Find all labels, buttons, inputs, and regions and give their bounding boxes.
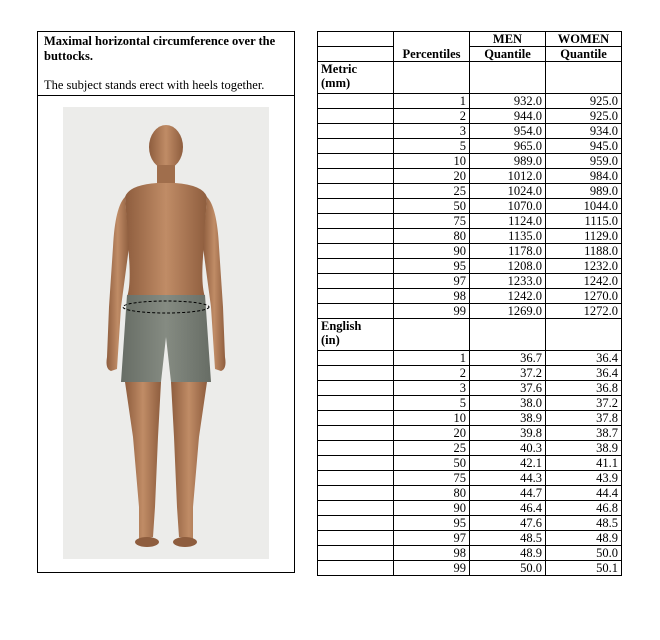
section-label	[318, 62, 394, 94]
percentile-cell: 97	[394, 274, 470, 289]
row-section-cell	[318, 396, 394, 411]
percentile-cell: 5	[394, 396, 470, 411]
table-row	[318, 139, 622, 154]
table-row	[318, 94, 622, 109]
table-row	[318, 381, 622, 396]
table-row	[318, 426, 622, 441]
women-value-cell: 925.0	[546, 94, 622, 109]
table-row	[318, 561, 622, 576]
empty-cell	[546, 319, 622, 351]
row-section-cell	[318, 366, 394, 381]
table-row	[318, 124, 622, 139]
men-value-cell: 42.1	[470, 456, 546, 471]
men-value-cell: 1135.0	[470, 229, 546, 244]
women-value-cell: 1044.0	[546, 199, 622, 214]
men-value-cell: 1242.0	[470, 289, 546, 304]
men-value-cell: 954.0	[470, 124, 546, 139]
row-section-cell	[318, 289, 394, 304]
table-row	[318, 546, 622, 561]
table-row	[318, 214, 622, 229]
men-value-cell: 932.0	[470, 94, 546, 109]
women-value-cell: 1188.0	[546, 244, 622, 259]
percentile-cell: 95	[394, 516, 470, 531]
table-row	[318, 229, 622, 244]
table-row	[318, 109, 622, 124]
table-header-row-top	[318, 32, 622, 47]
men-value-cell: 37.2	[470, 366, 546, 381]
measurement-instruction: The subject stands erect with heels together.	[44, 78, 265, 92]
percentile-cell: 90	[394, 244, 470, 259]
section-label-line1: English	[321, 319, 362, 333]
row-section-cell	[318, 381, 394, 396]
percentile-cell: 97	[394, 531, 470, 546]
women-value-cell: 1115.0	[546, 214, 622, 229]
header-empty-cell	[318, 32, 394, 47]
row-section-cell	[318, 531, 394, 546]
row-section-cell	[318, 214, 394, 229]
measurement-description-panel	[37, 31, 295, 573]
women-value-cell: 1270.0	[546, 289, 622, 304]
row-section-cell	[318, 109, 394, 124]
row-section-cell	[318, 139, 394, 154]
measurement-title: Maximal horizontal circumference over the buttocks.	[44, 34, 276, 63]
row-section-cell	[318, 471, 394, 486]
men-value-cell: 1269.0	[470, 304, 546, 319]
row-section-cell	[318, 501, 394, 516]
header-women-quantile: Quantile	[546, 47, 622, 62]
section-label-row	[318, 319, 622, 351]
women-value-cell: 37.8	[546, 411, 622, 426]
empty-cell	[546, 62, 622, 94]
row-section-cell	[318, 546, 394, 561]
women-value-cell: 36.4	[546, 366, 622, 381]
women-value-cell: 989.0	[546, 184, 622, 199]
percentile-cell: 10	[394, 411, 470, 426]
percentile-cell: 50	[394, 456, 470, 471]
empty-cell	[470, 319, 546, 351]
table-row	[318, 501, 622, 516]
header-men: MEN	[470, 32, 546, 47]
percentile-cell: 75	[394, 214, 470, 229]
table-row	[318, 169, 622, 184]
women-value-cell: 48.5	[546, 516, 622, 531]
women-value-cell: 44.4	[546, 486, 622, 501]
table-row	[318, 199, 622, 214]
men-value-cell: 40.3	[470, 441, 546, 456]
row-section-cell	[318, 561, 394, 576]
men-value-cell: 50.0	[470, 561, 546, 576]
header-empty-cell	[318, 47, 394, 62]
section-label-line2: (in)	[321, 333, 340, 347]
table-row	[318, 456, 622, 471]
percentile-cell: 2	[394, 109, 470, 124]
table-row	[318, 396, 622, 411]
percentile-cell: 25	[394, 441, 470, 456]
table-row	[318, 274, 622, 289]
men-value-cell: 44.7	[470, 486, 546, 501]
men-value-cell: 965.0	[470, 139, 546, 154]
row-section-cell	[318, 259, 394, 274]
table-header-row-bottom	[318, 47, 622, 62]
men-value-cell: 1124.0	[470, 214, 546, 229]
percentile-cell: 98	[394, 546, 470, 561]
women-value-cell: 1129.0	[546, 229, 622, 244]
table-row	[318, 516, 622, 531]
men-value-cell: 1012.0	[470, 169, 546, 184]
section-label-line2: (mm)	[321, 76, 351, 90]
women-value-cell: 50.1	[546, 561, 622, 576]
men-value-cell: 48.5	[470, 531, 546, 546]
table-row	[318, 289, 622, 304]
women-value-cell: 1242.0	[546, 274, 622, 289]
women-value-cell: 925.0	[546, 109, 622, 124]
percentile-cell: 10	[394, 154, 470, 169]
men-value-cell: 944.0	[470, 109, 546, 124]
percentile-cell: 3	[394, 124, 470, 139]
description-box	[38, 32, 294, 96]
percentile-cell: 20	[394, 169, 470, 184]
women-value-cell: 43.9	[546, 471, 622, 486]
section-label	[318, 319, 394, 351]
table-row	[318, 366, 622, 381]
men-value-cell: 1178.0	[470, 244, 546, 259]
men-value-cell: 38.0	[470, 396, 546, 411]
men-value-cell: 1070.0	[470, 199, 546, 214]
percentile-cell: 50	[394, 199, 470, 214]
empty-cell	[394, 319, 470, 351]
women-value-cell: 934.0	[546, 124, 622, 139]
percentile-cell: 20	[394, 426, 470, 441]
row-section-cell	[318, 229, 394, 244]
women-value-cell: 945.0	[546, 139, 622, 154]
percentile-cell: 99	[394, 561, 470, 576]
row-section-cell	[318, 441, 394, 456]
percentile-cell: 98	[394, 289, 470, 304]
empty-cell	[394, 62, 470, 94]
men-value-cell: 37.6	[470, 381, 546, 396]
table-row	[318, 351, 622, 366]
men-value-cell: 48.9	[470, 546, 546, 561]
percentile-data-table	[317, 31, 622, 576]
percentile-cell: 25	[394, 184, 470, 199]
table-row	[318, 486, 622, 501]
human-figure-illustration	[63, 107, 269, 559]
women-value-cell: 46.8	[546, 501, 622, 516]
men-value-cell: 38.9	[470, 411, 546, 426]
men-value-cell: 44.3	[470, 471, 546, 486]
percentile-cell: 1	[394, 351, 470, 366]
percentile-cell: 90	[394, 501, 470, 516]
row-section-cell	[318, 274, 394, 289]
percentile-cell: 80	[394, 229, 470, 244]
header-women: WOMEN	[546, 32, 622, 47]
women-value-cell: 50.0	[546, 546, 622, 561]
women-value-cell: 41.1	[546, 456, 622, 471]
percentile-cell: 75	[394, 471, 470, 486]
table-row	[318, 154, 622, 169]
percentile-cell: 99	[394, 304, 470, 319]
percentile-cell: 2	[394, 366, 470, 381]
women-value-cell: 1232.0	[546, 259, 622, 274]
men-value-cell: 989.0	[470, 154, 546, 169]
row-section-cell	[318, 486, 394, 501]
table-row	[318, 441, 622, 456]
men-value-cell: 39.8	[470, 426, 546, 441]
percentile-cell: 5	[394, 139, 470, 154]
row-section-cell	[318, 304, 394, 319]
empty-cell	[470, 62, 546, 94]
men-value-cell: 36.7	[470, 351, 546, 366]
section-label-line1: Metric	[321, 62, 358, 76]
table-row	[318, 184, 622, 199]
table-row	[318, 471, 622, 486]
row-section-cell	[318, 351, 394, 366]
percentile-cell: 1	[394, 94, 470, 109]
row-section-cell	[318, 184, 394, 199]
row-section-cell	[318, 124, 394, 139]
women-value-cell: 38.7	[546, 426, 622, 441]
women-value-cell: 38.9	[546, 441, 622, 456]
men-value-cell: 47.6	[470, 516, 546, 531]
human-figure-image	[63, 107, 269, 559]
row-section-cell	[318, 516, 394, 531]
row-section-cell	[318, 411, 394, 426]
table-row	[318, 244, 622, 259]
section-label-row	[318, 62, 622, 94]
men-value-cell: 1208.0	[470, 259, 546, 274]
row-section-cell	[318, 456, 394, 471]
table-row	[318, 259, 622, 274]
header-percentiles: Percentiles	[394, 32, 470, 62]
women-value-cell: 984.0	[546, 169, 622, 184]
women-value-cell: 1272.0	[546, 304, 622, 319]
row-section-cell	[318, 199, 394, 214]
row-section-cell	[318, 244, 394, 259]
row-section-cell	[318, 94, 394, 109]
women-value-cell: 36.4	[546, 351, 622, 366]
row-section-cell	[318, 154, 394, 169]
women-value-cell: 959.0	[546, 154, 622, 169]
women-value-cell: 37.2	[546, 396, 622, 411]
men-value-cell: 1233.0	[470, 274, 546, 289]
percentile-cell: 80	[394, 486, 470, 501]
percentile-cell: 3	[394, 381, 470, 396]
header-men-quantile: Quantile	[470, 47, 546, 62]
table-row	[318, 304, 622, 319]
women-value-cell: 36.8	[546, 381, 622, 396]
row-section-cell	[318, 169, 394, 184]
men-value-cell: 1024.0	[470, 184, 546, 199]
table-row	[318, 531, 622, 546]
row-section-cell	[318, 426, 394, 441]
women-value-cell: 48.9	[546, 531, 622, 546]
men-value-cell: 46.4	[470, 501, 546, 516]
percentile-cell: 95	[394, 259, 470, 274]
table-row	[318, 411, 622, 426]
